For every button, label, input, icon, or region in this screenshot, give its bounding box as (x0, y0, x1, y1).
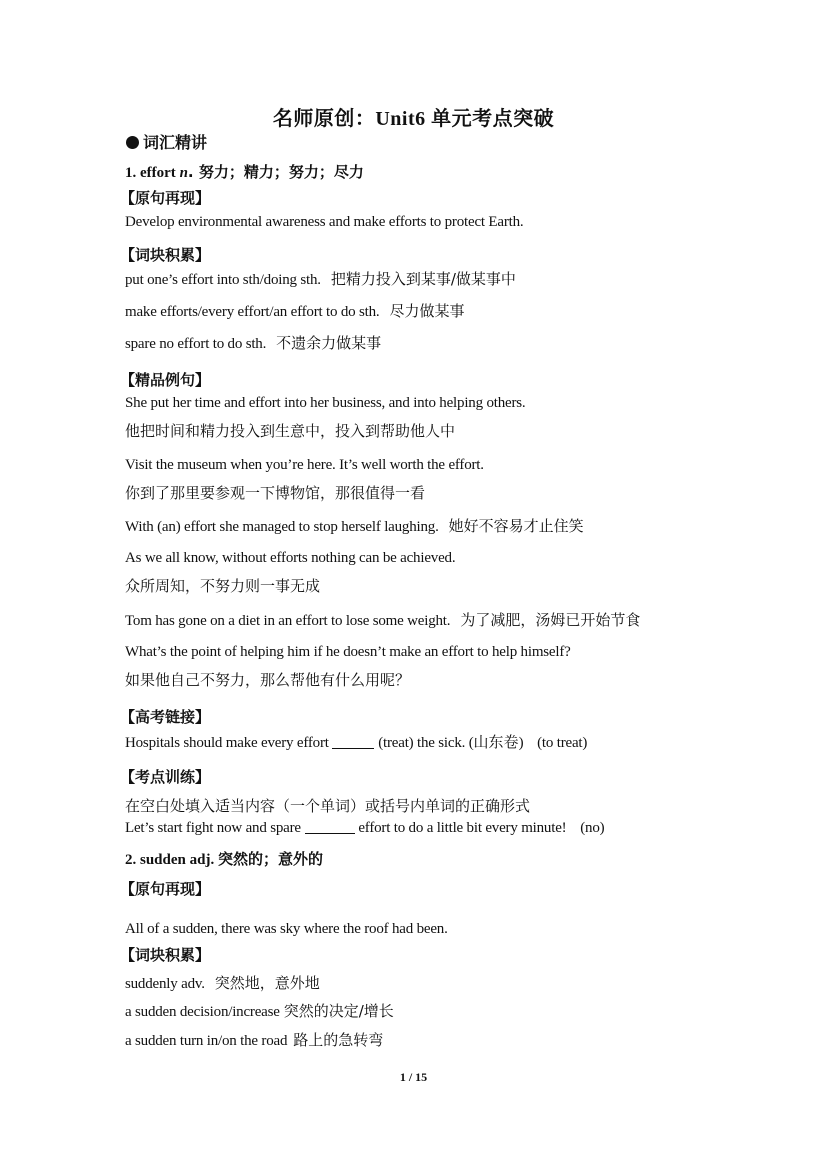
chunk-zh: 尽力做某事 (389, 302, 465, 320)
practice-question (125, 818, 604, 838)
gaokao-answer: (to treat) (537, 735, 588, 751)
section-practice: 【考点训练】 (120, 768, 211, 786)
section-chunks: 【词块积累】 (120, 946, 211, 964)
bullet-icon (126, 136, 139, 149)
example-row (125, 610, 640, 631)
practice-text: effort to do a little bit every minute! (358, 820, 567, 836)
chunk-en: make efforts/every effort/an effort to do sth. (125, 304, 380, 320)
page-number: 1 / 15 (399, 1070, 428, 1084)
chunk-en: a sudden turn in/on the road (125, 1033, 288, 1049)
example-en: What’s the point of helping him if he doesn’t make an effort to help himself? (125, 644, 571, 660)
item-word: 1. effort (125, 165, 176, 181)
chunk-row (125, 333, 381, 354)
example-en: As we all know, without efforts nothing can be achieved. (125, 550, 456, 566)
original-sentence: Develop environmental awareness and make efforts to protect Earth. (125, 214, 524, 230)
gaokao-source: 山东卷 (473, 733, 519, 751)
chunk-row (125, 1030, 383, 1051)
item-word: 2. sudden adj. (125, 852, 215, 868)
section-heading-vocab (126, 133, 207, 154)
heading-text: 词汇精讲 (143, 133, 208, 152)
chunk-zh: 路上的急转弯 (293, 1031, 384, 1049)
example-zh: 如果他自己不努力，那么帮他有什么用呢？ (125, 671, 411, 689)
section-chunks: 【词块积累】 (120, 246, 211, 264)
chunk-row (125, 301, 464, 322)
chunk-en: spare no effort to do sth. (125, 336, 267, 352)
practice-instruction: 在空白处填入适当内容（一个单词）或括号内单词的正确形式 (125, 797, 531, 815)
chunk-row (125, 269, 516, 290)
example-zh: 你到了那里要参观一下博物馆，那很值得一看 (125, 484, 426, 502)
chunk-en: put one’s effort into sth/doing sth. (125, 272, 321, 288)
chunk-zh: 把精力投入到某事/做某事中 (330, 270, 516, 288)
original-sentence: All of a sudden, there was sky where the roof had been. (125, 921, 448, 937)
practice-text: Let’s start fight now and spare (125, 820, 301, 836)
practice-answer: (no) (580, 820, 605, 836)
chunk-en: suddenly adv. (125, 976, 205, 992)
chunk-zh: 不遗余力做某事 (276, 334, 382, 352)
gaokao-text: Hospitals should make every effort (125, 735, 329, 751)
chunk-zh: 突然的决定/增长 (283, 1002, 394, 1020)
section-gaokao: 【高考链接】 (120, 708, 211, 726)
chunk-row (125, 1001, 394, 1022)
section-examples: 【精品例句】 (120, 371, 211, 389)
item-heading-effort (125, 162, 364, 183)
item-definition: 突然的；意外的 (217, 850, 323, 868)
example-en: She put her time and effort into her business, and into helping others. (125, 395, 526, 411)
gaokao-text: ) (518, 735, 524, 751)
item-definition: . 努力；精力；努力；尽力 (187, 163, 364, 181)
example-row (125, 516, 584, 537)
example-zh: 众所周知，不努力则一事无成 (125, 577, 321, 595)
section-original: 【原句再现】 (120, 880, 211, 898)
answer-blank (332, 734, 374, 749)
page-title: 名师原创：Unit6 单元考点突破 (272, 108, 555, 130)
example-en: Visit the museum when you’re here. It’s well worth the effort. (125, 457, 484, 473)
section-original: 【原句再现】 (120, 189, 211, 207)
item-pos: n (179, 165, 188, 181)
item-heading-sudden (125, 849, 323, 870)
example-en: With (an) effort she managed to stop herself laughing. (125, 519, 439, 535)
gaokao-question (125, 732, 587, 753)
chunk-row (125, 973, 320, 994)
example-zh: 他把时间和精力投入到生意中，投入到帮助他人中 (125, 422, 456, 440)
example-zh: 她好不容易才止住笑 (448, 517, 584, 535)
chunk-zh: 突然地，意外地 (214, 974, 320, 992)
answer-blank (305, 819, 355, 834)
example-zh: 为了减肥，汤姆已开始节食 (460, 611, 641, 629)
gaokao-text: (treat) the sick. ( (378, 735, 474, 751)
chunk-en: a sudden decision/increase (125, 1004, 280, 1020)
example-en: Tom has gone on a diet in an effort to lose some weight. (125, 613, 451, 629)
